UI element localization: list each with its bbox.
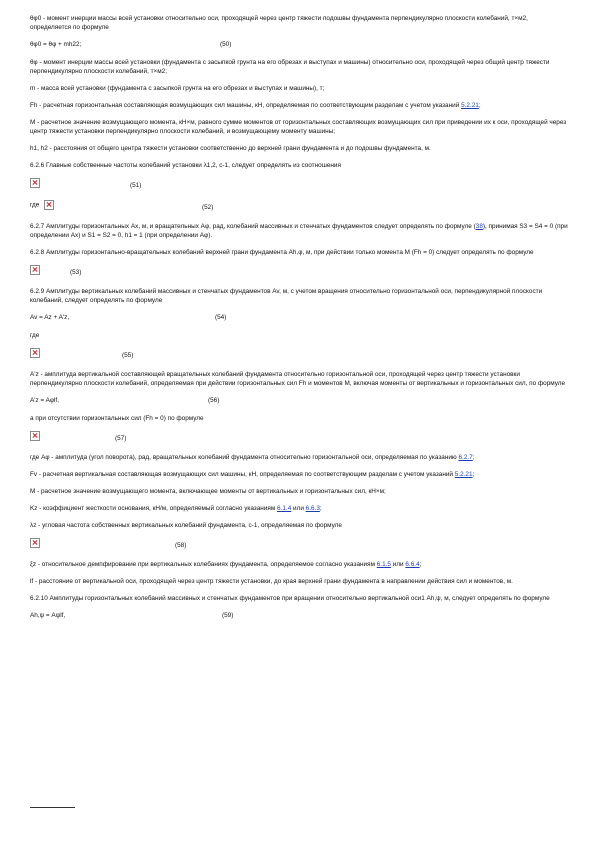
- paragraph: Kz - коэффициент жесткости основания, кН/м, определяемый согласно указаниям 6.1.4 или 6.6.3;: [30, 505, 322, 512]
- paragraph: h1, h2 - расстояния от общего центра тяжести установки соответственно до верхней грани фундамента и до подошвы фундамента, м.: [30, 145, 431, 152]
- paragraph: 6.2.9 Амплитуды вертикальных колебаний массивных и стенчатых фундаментов Av, м, с учетом вращения относительно горизонтальной оси, перпендикулярной плоскости колебаний, следует определять по формуле: [30, 288, 543, 304]
- equation-number: (54): [215, 314, 227, 321]
- clause-link[interactable]: 5.2.21: [454, 471, 473, 478]
- broken-image-icon: [44, 200, 54, 210]
- equation-number: (56): [208, 397, 220, 404]
- document-page: [30, 14, 570, 629]
- broken-image-icon: [30, 265, 40, 275]
- equation-55: [30, 348, 570, 362]
- paragraph: lf - расстояние от вертикальной оси, проходящей через центр тяжести установки, до края верхней грани фундамента в направлении действия сил и моментов, м.: [30, 578, 513, 585]
- paragraph: θφ0 - момент инерции массы всей установки относительно оси, проходящей через центр тяжести подошвы фундамента перпендикулярно плоскости колебаний, т×м2, определяется по формуле: [30, 15, 528, 31]
- clause-link[interactable]: 6.6.4: [405, 561, 420, 568]
- paragraph: где: [30, 332, 40, 339]
- clause-link[interactable]: 6.1.4: [277, 505, 292, 512]
- paragraph: M - расчетное значение возмущающего момента, кН×м, равного сумме моментов от горизонтальных составляющих возмущающих сил при приведении их к оси, проходящей через центр тяжести установки перпендикулярно плоскости колебаний, и возмущающему моменту машины;: [30, 119, 567, 135]
- paragraph: Fh - расчетная горизонтальная составляющая возмущающих сил машины, кН, определяемая по соответствующим разделам с учетом указаний 5.2.21;: [30, 102, 481, 109]
- equation-59: [30, 611, 570, 621]
- equation-formula: θφ0 = θφ + mh22;: [30, 41, 82, 48]
- paragraph: где Aφ - амплитуда (угол поворота), рад, вращательных колебаний фундамента относительно горизонтальной оси, определяемая по указанию 6.2.7;: [30, 454, 475, 461]
- equation-lead: где: [30, 201, 40, 209]
- equation-50: [30, 40, 570, 50]
- paragraph: 6.2.10 Амплитуды горизонтальных колебаний массивных и стенчатых фундаментов при вращении относительно вертикальной оси1 Ah,ψ, м, следует определять по формуле: [30, 595, 550, 602]
- equation-52: [30, 200, 570, 214]
- clause-link[interactable]: 6.1.5: [376, 561, 391, 568]
- paragraph: ξz - относительное демпфирование при вертикальных колебаниях фундамента, определяемое согласно указаниям 6.1.5 или 6.6.4;: [30, 561, 422, 568]
- equation-54: [30, 313, 570, 323]
- equation-58: [30, 538, 570, 552]
- paragraph: A'z - амплитуда вертикальной составляющей вращательных колебаний фундамента относительно горизонтальной оси, проходящей через центр тяжести установки перпендикулярно плоскости колебаний, определяемая при действии горизонтальных сил Fh и моментов M, включая моменты от вертикальных и горизонтальных сил, по формуле: [30, 371, 566, 387]
- broken-image-icon: [30, 348, 40, 358]
- paragraph: M - расчетное значение возмущающего момента, включающее моменты от вертикальных и горизонтальных сил, кН×м;: [30, 488, 386, 495]
- equation-number: (57): [115, 435, 127, 442]
- equation-53: [30, 265, 570, 279]
- footnote-separator: [30, 807, 75, 808]
- equation-56: [30, 396, 570, 406]
- formula-link[interactable]: 38: [475, 223, 483, 230]
- broken-image-icon: [30, 178, 40, 188]
- paragraph: а при отсутствии горизонтальных сил (Fh = 0) по формуле: [30, 415, 204, 422]
- paragraph: m - масса всей установки (фундамента с засыпкой грунта на его обрезах и выступах и машины), т;: [30, 85, 325, 92]
- clause-link[interactable]: 6.2.7: [458, 454, 473, 461]
- paragraph: 6.2.8 Амплитуды горизонтально-вращательных колебаний верхней грани фундамента Ah,φ, м, при действии только момента M (Fh = 0) следует определять по формуле: [30, 249, 534, 256]
- paragraph: 6.2.7 Амплитуды горизонтальных Ax, м, и вращательных Aφ, рад, колебаний массивных и стенчатых фундаментов следует определять по формуле (38), принимая S3 = S4 = 0 (при определении Ax) и S1 = S2 = 0, h1 = 1 (при определении Aφ).: [30, 223, 568, 239]
- equation-number: (55): [122, 352, 134, 359]
- clause-link[interactable]: 5.2.21: [461, 102, 479, 109]
- paragraph: θφ - момент инерции массы всей установки (фундамента с засыпкой грунта на его обрезах и выступах и машины) относительно оси, проходящей через общий центр тяжести перпендикулярно плоскости колебаний, т×м2;: [30, 59, 550, 75]
- equation-number: (51): [130, 182, 142, 189]
- equation-number: (52): [202, 204, 214, 211]
- broken-image-icon: [30, 538, 40, 548]
- paragraph: Fv - расчетная вертикальная составляющая возмущающих сил машины, кН, определяемая по соответствующим разделам с учетом указаний 5.2.21;: [30, 471, 475, 478]
- equation-57: [30, 431, 570, 445]
- paragraph: λz - угловая частота собственных вертикальных колебаний фундамента, с-1, определяемая по формуле: [30, 522, 342, 529]
- equation-formula: Ah,ψ = Aψlf,: [30, 612, 66, 619]
- equation-formula: A'z = Aφlf,: [30, 397, 59, 404]
- broken-image-icon: [30, 431, 40, 441]
- equation-number: (58): [175, 542, 187, 549]
- equation-51: [30, 178, 570, 192]
- equation-number: (59): [222, 612, 234, 619]
- equation-number: (53): [70, 269, 82, 276]
- clause-link[interactable]: 6.6.3: [305, 505, 320, 512]
- equation-formula: Av = Az + A'z,: [30, 314, 70, 321]
- equation-number: (50): [220, 41, 232, 48]
- paragraph: 6.2.6 Главные собственные частоты колебаний установки λ1,2, с-1, следует определять из соотношения: [30, 162, 341, 169]
